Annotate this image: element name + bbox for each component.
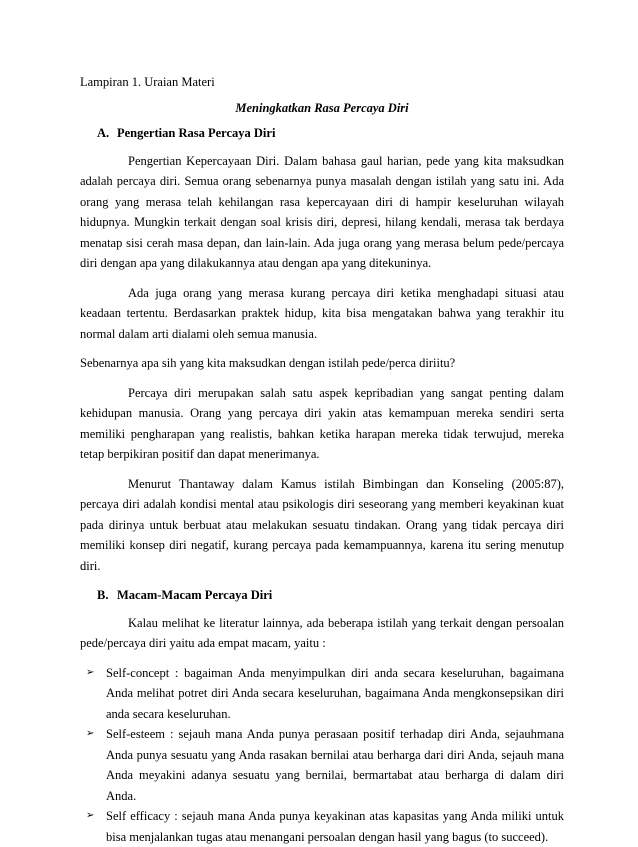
- types-list: [80, 663, 564, 847]
- paragraph: Pengertian Kepercayaan Diri. Dalam bahasa gaul harian, pede yang kita maksudkan adalah percaya diri. Semua orang sebenarnya punya masalah dengan istilah yang satu ini. Ada orang yang merasa telah kehilangan rasa kepercayaan diri di hampir keseluruhan wilayah hidupnya. Mungkin terkait dengan soal krisis diri, depresi, hilang kendali, merasa tak berdaya menatap sisi cerah masa depan, dan lain-lain. Ada juga orang yang merasa belum pede/percaya diri dengan apa yang dilakukannya atau dengan apa yang ditekuninya.: [80, 151, 564, 274]
- section-a-heading: [97, 123, 564, 144]
- paragraph: Percaya diri merupakan salah satu aspek kepribadian yang sangat penting dalam kehidupan manusia. Orang yang percaya diri yakin atas kemampuan mereka sendiri serta memiliki pengharapan yang realistis, bahkan ketika harapan mereka tidak terwujud, mereka tetap berpikiran positif dan dapat menerimanya.: [80, 383, 564, 465]
- section-a-number: A.: [97, 123, 117, 144]
- section-b-title: Macam-Macam Percaya Diri: [117, 585, 272, 606]
- list-item-text: Self efficacy : sejauh mana Anda punya keyakinan atas kapasitas yang Anda miliki untuk bisa menjalankan tugas atau menangani persoalan dengan hasil yang bagus (to succeed).: [106, 806, 564, 847]
- paragraph: Ada juga orang yang merasa kurang percaya diri ketika menghadapi situasi atau keadaan tertentu. Berdasarkan praktek hidup, kita bisa mengatakan bahwa yang terakhir itu normal dalam arti dialami oleh semua manusia.: [80, 283, 564, 345]
- section-a-title: Pengertian Rasa Percaya Diri: [117, 123, 275, 144]
- arrow-bullet-icon: ➢: [86, 663, 106, 725]
- document-title: Meningkatkan Rasa Percaya Diri: [80, 98, 564, 119]
- list-item: [80, 663, 564, 725]
- appendix-label: Lampiran 1. Uraian Materi: [80, 72, 564, 93]
- question-line: Sebenarnya apa sih yang kita maksudkan dengan istilah pede/perca diriitu?: [80, 353, 564, 374]
- arrow-bullet-icon: ➢: [86, 724, 106, 806]
- list-item-text: Self-concept : bagaiman Anda menyimpulkan diri anda secara keseluruhan, bagaimana Anda melihat potret diri Anda secara keseluruhan, bagaimana Anda mengkonsepsikan diri anda secara keseluruhan.: [106, 663, 564, 725]
- section-b-heading: [97, 585, 564, 606]
- list-item: [80, 724, 564, 806]
- section-b-number: B.: [97, 585, 117, 606]
- paragraph: Kalau melihat ke literatur lainnya, ada beberapa istilah yang terkait dengan persoalan pede/percaya diri yaitu ada empat macam, yaitu :: [80, 613, 564, 654]
- list-item: [80, 806, 564, 847]
- list-item-text: Self-esteem : sejauh mana Anda punya perasaan positif terhadap diri Anda, sejauhmana Anda punya sesuatu yang Anda rasakan bernilai atau berharga dari diri Anda, sejauh mana Anda meyakini adanya sesuatu yang bernilai, bermartabat atau berharga di dalam diri Anda.: [106, 724, 564, 806]
- document-page: [80, 72, 564, 847]
- arrow-bullet-icon: ➢: [86, 806, 106, 847]
- paragraph: Menurut Thantaway dalam Kamus istilah Bimbingan dan Konseling (2005:87), percaya diri adalah kondisi mental atau psikologis diri seseorang yang memberi keyakinan kuat pada dirinya untuk berbuat atau melakukan sesuatu tindakan. Orang yang tidak percaya diri memiliki konsep diri negatif, kurang percaya pada kemampuannya, karena itu sering menutup diri.: [80, 474, 564, 577]
